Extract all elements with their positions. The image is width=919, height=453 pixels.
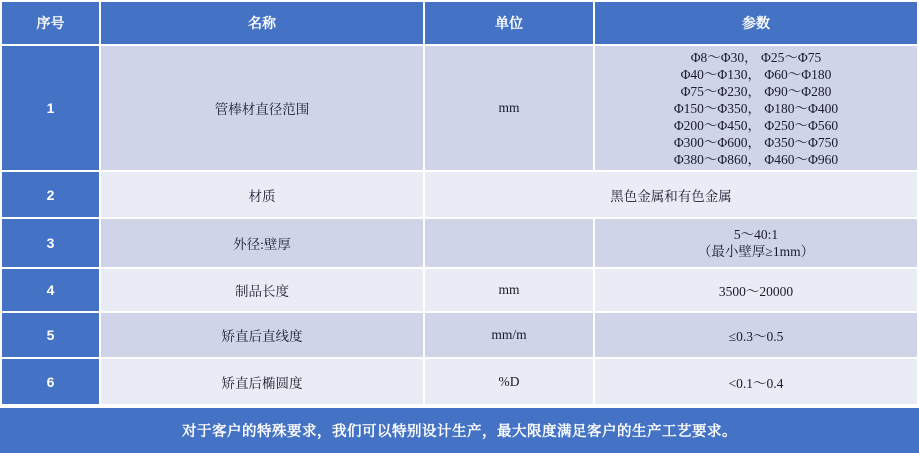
param-line: Φ300～Φ600， Φ350～Φ750	[673, 134, 839, 150]
param-line: Φ40～Φ130， Φ60～Φ180	[680, 66, 832, 82]
row-index-cell: 5	[2, 313, 99, 357]
param-cell-merged: 黑色金属和有色金属	[425, 172, 917, 217]
item-name-cell: 材质	[101, 172, 423, 217]
param-cell	[595, 46, 917, 170]
param-cell	[595, 219, 917, 267]
row-index-cell: 6	[2, 359, 99, 404]
param-line: Φ380～Φ860， Φ460～Φ960	[673, 151, 839, 167]
unit-cell: mm/m	[425, 313, 593, 357]
item-name-cell: 管棒材直径范围	[101, 46, 423, 170]
col-header-name: 名称	[101, 2, 423, 44]
table-row	[2, 172, 917, 217]
col-header-serial: 序号	[2, 2, 99, 44]
unit-cell: mm	[425, 269, 593, 311]
table-row	[2, 359, 917, 404]
item-name-cell: 外径:壁厚	[101, 219, 423, 267]
row-index-cell: 3	[2, 219, 99, 267]
col-header-param: 参数	[595, 2, 917, 44]
row-index-cell: 2	[2, 172, 99, 217]
footer-note-text: 对于客户的特殊要求，我们可以特别设计生产，最大限度满足客户的生产工艺要求。	[182, 424, 737, 440]
table-row	[2, 46, 917, 170]
item-name-cell: 矫直后椭圆度	[101, 359, 423, 404]
param-line: Φ8～Φ30， Φ25～Φ75	[690, 49, 822, 65]
param-line: Φ200～Φ450， Φ250～Φ560	[673, 117, 839, 133]
unit-cell	[425, 219, 593, 267]
row-index-cell: 1	[2, 46, 99, 170]
item-name-cell: 矫直后直线度	[101, 313, 423, 357]
param-line: （最小壁厚≥1mm）	[697, 244, 815, 259]
footer-note-bar	[0, 408, 919, 453]
row-index-cell: 4	[2, 269, 99, 311]
param-line: Φ150～Φ350， Φ180～Φ400	[673, 100, 839, 116]
header-row	[2, 2, 917, 44]
unit-cell: mm	[425, 46, 593, 170]
table-row	[2, 313, 917, 357]
param-cell: 3500～20000	[595, 269, 917, 311]
param-line: 5～40:1	[733, 227, 779, 242]
unit-cell: %D	[425, 359, 593, 404]
table-row	[2, 269, 917, 311]
item-name-cell: 制品长度	[101, 269, 423, 311]
param-cell: ≤0.3～0.5	[595, 313, 917, 357]
param-line: Φ75～Φ230， Φ90～Φ280	[680, 83, 832, 99]
table-row	[2, 219, 917, 267]
col-header-unit: 单位	[425, 2, 593, 44]
param-cell: <0.1～0.4	[595, 359, 917, 404]
